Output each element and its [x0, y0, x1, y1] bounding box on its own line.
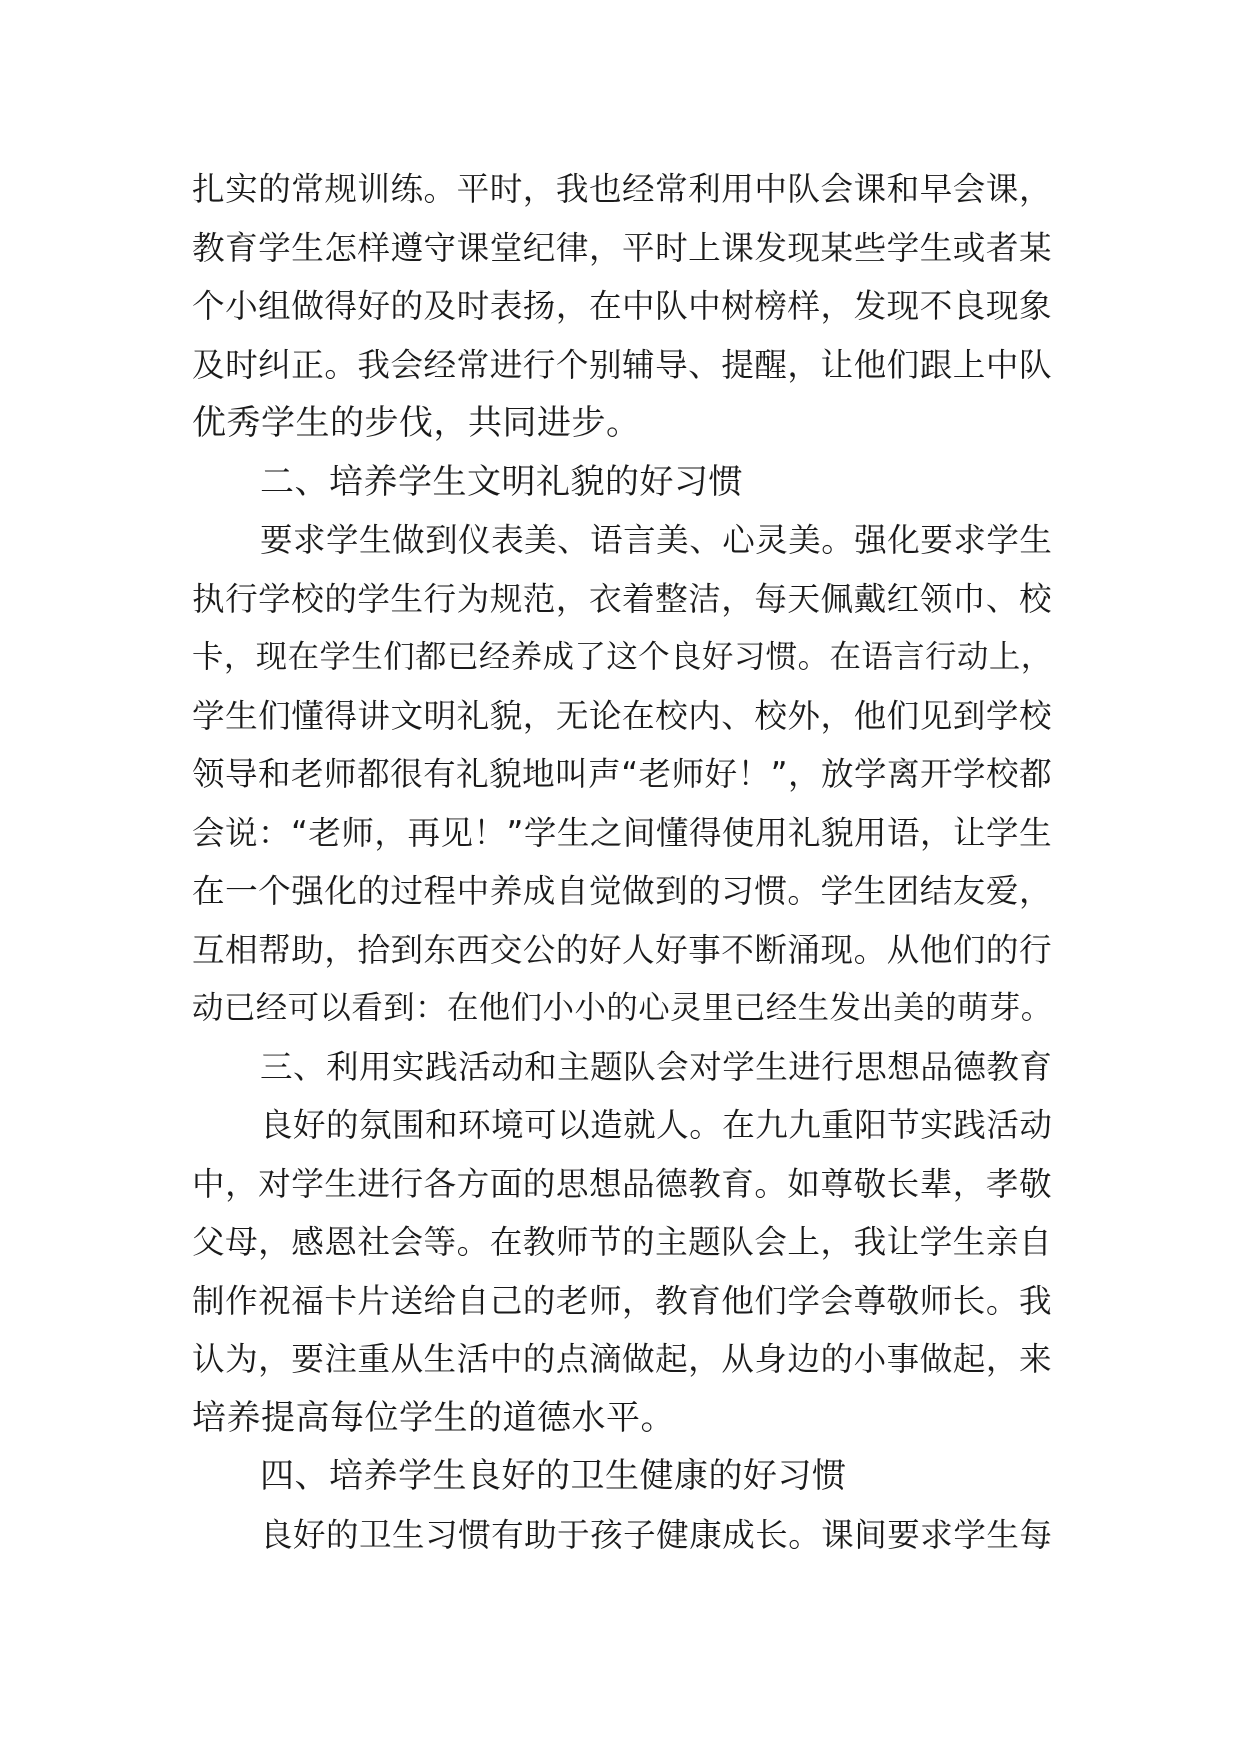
- section-heading: 四、培养学生良好的卫生健康的好习惯: [260, 1456, 847, 1496]
- text-line: 父母，感恩社会等。在教师节的主题队会上，我让学生亲自: [192, 1223, 1053, 1261]
- text-line: 教育学生怎样遵守课堂纪律，平时上课发现某些学生或者某: [192, 228, 1053, 267]
- text-line: 要求学生做到仪表美、语言美、心灵美。强化要求学生: [260, 521, 1053, 559]
- text-line: 领导和老师都很有礼貌地叫声“老师好！”，放学离开学校都: [192, 755, 1053, 793]
- text-line: 培养提高每位学生的道德水平。: [192, 1397, 675, 1438]
- text-line: 个小组做得好的及时表扬，在中队中树榜样，发现不良现象: [192, 287, 1053, 325]
- text-line: 优秀学生的步伐，共同进步。: [192, 403, 641, 443]
- text-line: 良好的氛围和环境可以造就人。在九九重阳节实践活动: [260, 1106, 1053, 1144]
- text-line: 良好的卫生习惯有助于孩子健康成长。课间要求学生每: [260, 1515, 1053, 1554]
- text-line: 会说：“老师，再见！”学生之间懂得使用礼貌用语，让学生: [192, 813, 1053, 852]
- text-line: 认为，要注重从生活中的点滴做起，从身边的小事做起，来: [192, 1340, 1053, 1378]
- text-line: 中，对学生进行各方面的思想品德教育。如尊敬长辈，孝敬: [192, 1164, 1053, 1203]
- text-line: 动已经可以看到：在他们小小的心灵里已经生发出美的萌芽。: [192, 990, 1053, 1026]
- section-heading: 二、培养学生文明礼貌的好习惯: [260, 461, 743, 502]
- text-line: 制作祝福卡片送给自己的老师，教育他们学会尊敬师长。我: [192, 1281, 1053, 1320]
- text-line: 互相帮助，拾到东西交公的好人好事不断涌现。从他们的行: [192, 930, 1053, 969]
- text-line: 卡，现在学生们都已经养成了这个良好习惯。在语言行动上，: [192, 639, 1053, 675]
- text-line: 扎实的常规训练。平时，我也经常利用中队会课和早会课，: [192, 170, 1053, 208]
- body-text: [192, 160, 1052, 1564]
- text-line: 在一个强化的过程中养成自觉做到的习惯。学生团结友爱，: [192, 872, 1053, 910]
- text-line: 执行学校的学生行为规范，衣着整洁，每天佩戴红领巾、校: [192, 579, 1053, 618]
- section-heading: 三、利用实践活动和主题队会对学生进行思想品德教育: [260, 1047, 1053, 1086]
- text-line: 及时纠正。我会经常进行个别辅导、提醒，让他们跟上中队: [192, 345, 1053, 384]
- text-line: 学生们懂得讲文明礼貌，无论在校内、校外，他们见到学校: [192, 696, 1053, 735]
